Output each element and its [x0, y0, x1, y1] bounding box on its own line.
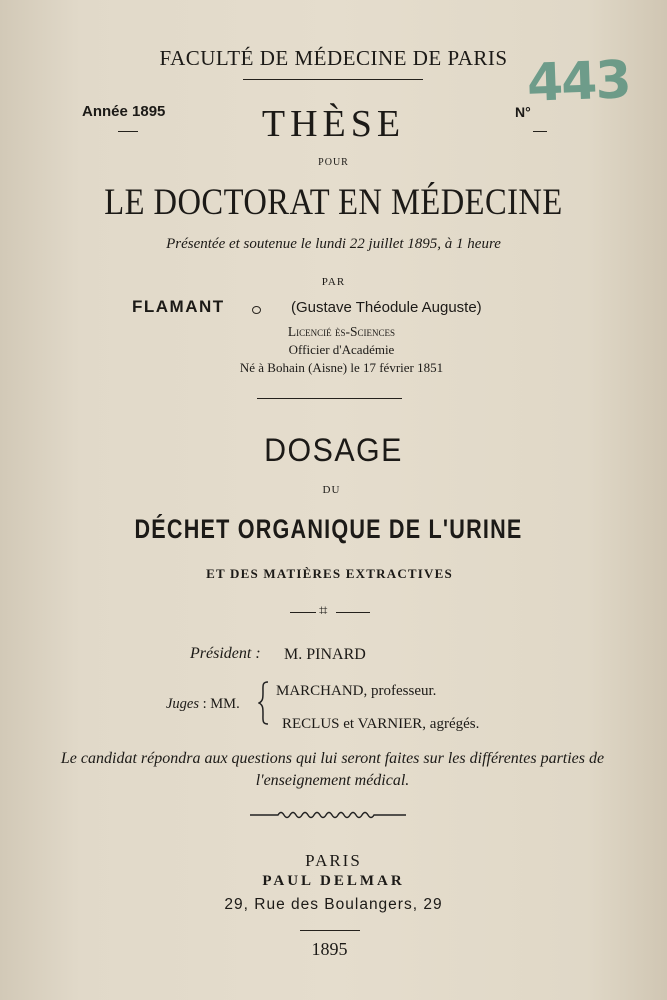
- president-name: M. PINARD: [284, 646, 366, 663]
- divider-rule: [257, 398, 402, 399]
- juge-2: RECLUS et VARNIER, agrégés.: [282, 716, 480, 732]
- these-heading: THÈSE: [261, 103, 406, 145]
- president-label: Président :: [190, 645, 261, 662]
- ornament-right-rule: [336, 612, 370, 613]
- publication-year: 1895: [311, 939, 348, 959]
- imprint-rule: [300, 930, 360, 931]
- author-title: Officier d'Académie: [288, 342, 395, 357]
- ornament-mark: ⌗: [319, 603, 328, 619]
- author-surname: FLAMANT: [132, 297, 225, 316]
- author-given-names: (Gustave Théodule Auguste): [291, 299, 482, 316]
- wavy-rule-ornament: [248, 808, 408, 822]
- pour-label: POUR: [318, 157, 349, 168]
- imprint-city: PARIS: [305, 851, 362, 870]
- faculty-heading: FACULTÉ DE MÉDECINE DE PARIS: [159, 46, 508, 70]
- library-stamp: 443: [525, 50, 631, 114]
- small-ring-mark: [252, 306, 261, 314]
- year-label: Année 1895: [82, 103, 166, 120]
- doctorat-heading: LE DOCTORAT EN MÉDECINE: [104, 182, 563, 223]
- curly-brace-icon: [258, 680, 272, 726]
- number-label: N°: [515, 104, 531, 120]
- author-birth: Né à Bohain (Aisne) le 17 février 1851: [239, 360, 444, 375]
- title-matieres: ET DES MATIÈRES EXTRACTIVES: [206, 566, 453, 581]
- juge-1: MARCHAND, professeur.: [276, 683, 437, 699]
- candidate-notice: Le candidat répondra aux questions qui lui seront faites sur les différentes parties de l'enseignement médical.: [60, 750, 605, 789]
- header-rule: [243, 79, 423, 80]
- ornament-left-rule: [290, 612, 316, 613]
- title-du: DU: [322, 484, 341, 496]
- imprint-address: 29, Rue des Boulangers, 29: [224, 896, 443, 913]
- imprint-publisher: PAUL DELMAR: [262, 873, 405, 889]
- title-dechet: DÉCHET ORGANIQUE DE L'URINE: [134, 514, 523, 544]
- author-degree: Licencié ès-Sciences: [287, 324, 396, 339]
- presentation-line: Présentée et soutenue le lundi 22 juillet 1895, à 1 heure: [166, 236, 501, 252]
- title-dosage: DOSAGE: [264, 432, 403, 468]
- par-label: PAR: [321, 276, 346, 288]
- juges-label: Juges : MM.: [166, 696, 240, 712]
